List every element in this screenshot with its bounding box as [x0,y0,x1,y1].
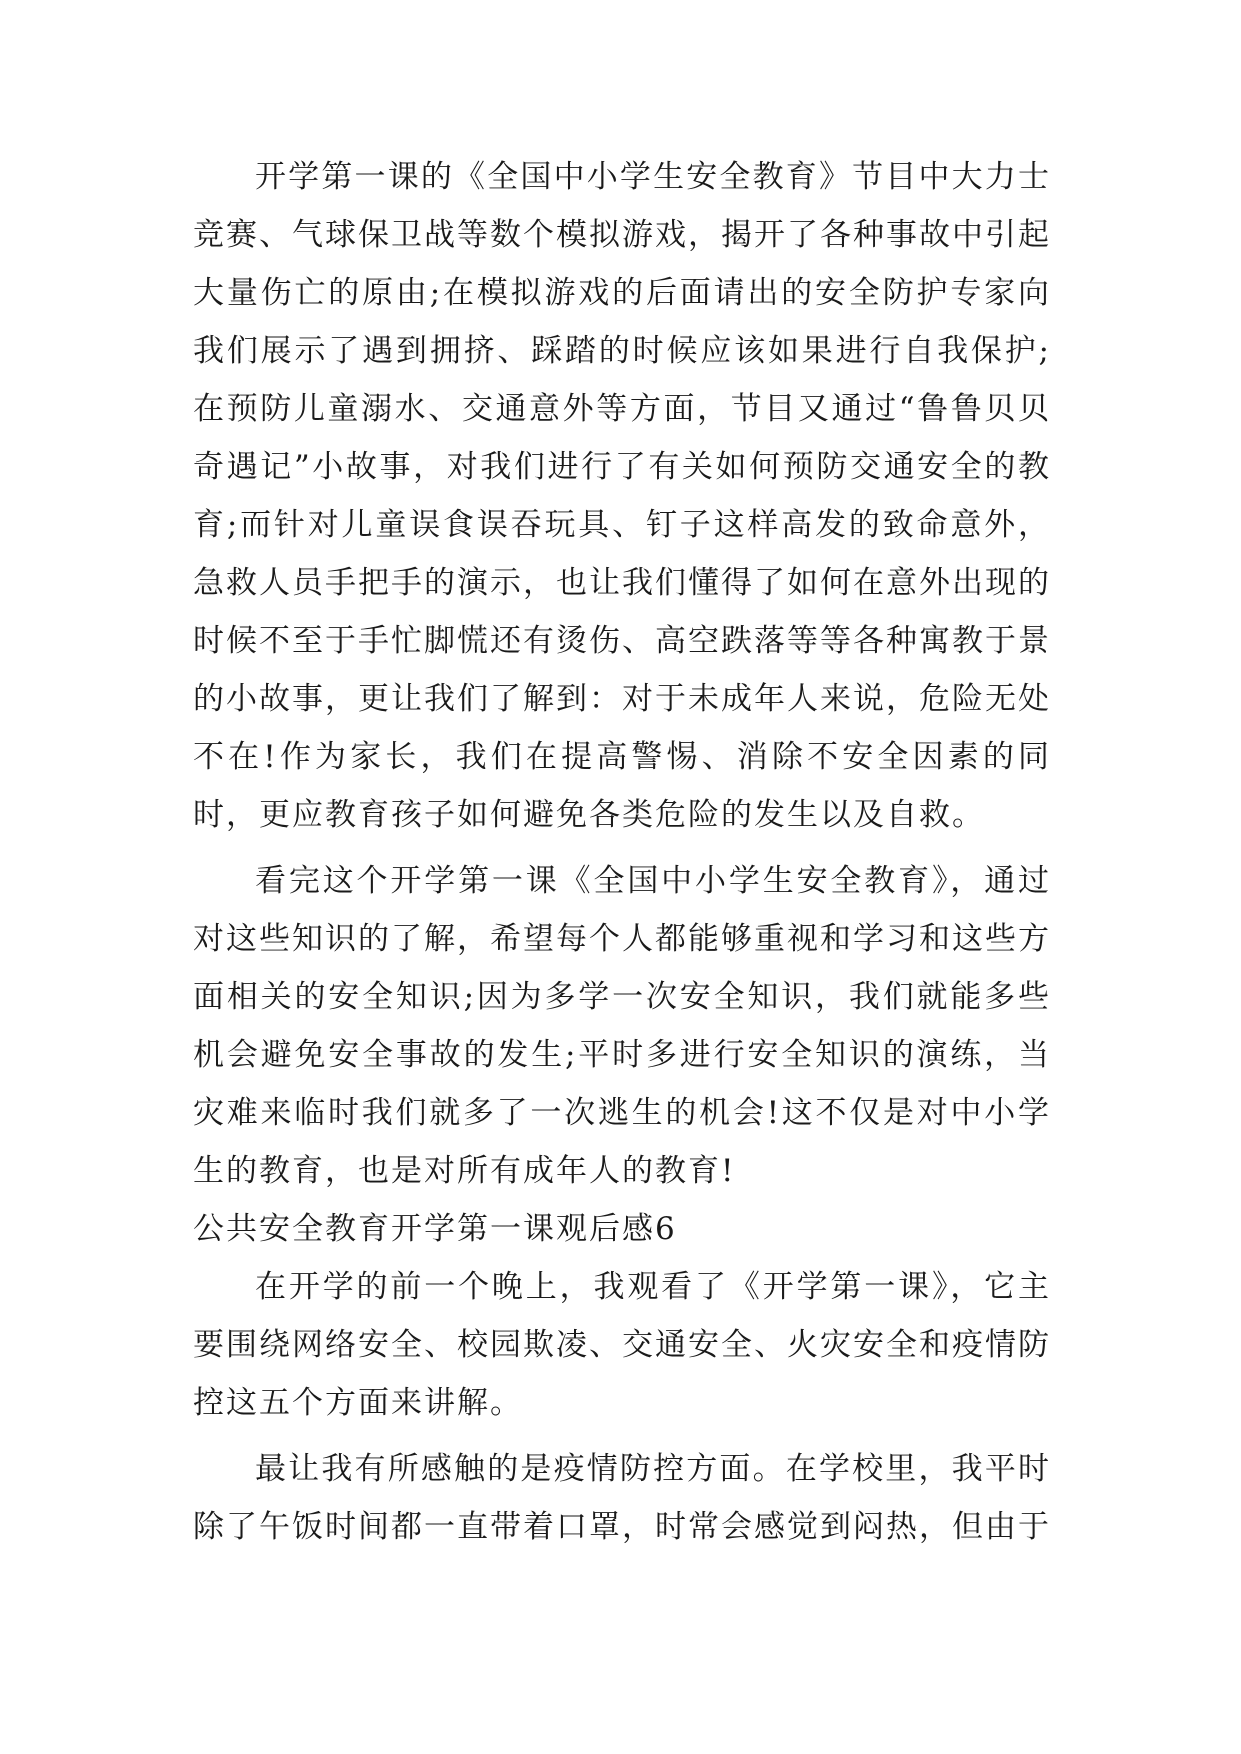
body-paragraph: 最让我有所感触的是疫情防控方面。在学校里，我平时除了午饭时间都一直带着口罩，时常会感觉到闷热，但由于 [193,1451,1051,1545]
body-paragraph: 在开学的前一个晚上，我观看了《开学第一课》，它主要围绕网络安全、校园欺凌、交通安全、火灾安全和疫情防控这五个方面来讲解。 [193,1269,1051,1421]
section-heading: 公共安全教育开学第一课观后感6 [193,1211,677,1247]
body-paragraph: 开学第一课的《全国中小学生安全教育》节目中大力士竞赛、气球保卫战等数个模拟游戏，揭开了各种事故中引起大量伤亡的原由;在模拟游戏的后面请出的安全防护专家向我们展示了遇到拥挤、踩踏的时候应该如果进行自我保护;在预防儿童溺水、交通意外等方面，节目又通过“鲁鲁贝贝奇遇记”小故事，对我们进行了有关如何预防交通安全的教育;而针对儿童误食误吞玩具、钉子这样高发的致命意外，急救人员手把手的演示，也让我们懂得了如何在意外出现的时候不至于手忙脚慌还有烫伤、高空跌落等等各种寓教于景的小故事，更让我们了解到：对于未成年人来说，危险无处不在!作为家长，我们在提高警惕、消除不安全因素的同时，更应教育孩子如何避免各类危险的发生以及自救。 [193,159,1051,833]
body-paragraph: 看完这个开学第一课《全国中小学生安全教育》，通过对这些知识的了解，希望每个人都能够重视和学习和这些方面相关的安全知识;因为多学一次安全知识，我们就能多些机会避免安全事故的发生;平时多进行安全知识的演练，当灾难来临时我们就多了一次逃生的机会!这不仅是对中小学生的教育，也是对所有成年人的教育! [193,863,1051,1189]
